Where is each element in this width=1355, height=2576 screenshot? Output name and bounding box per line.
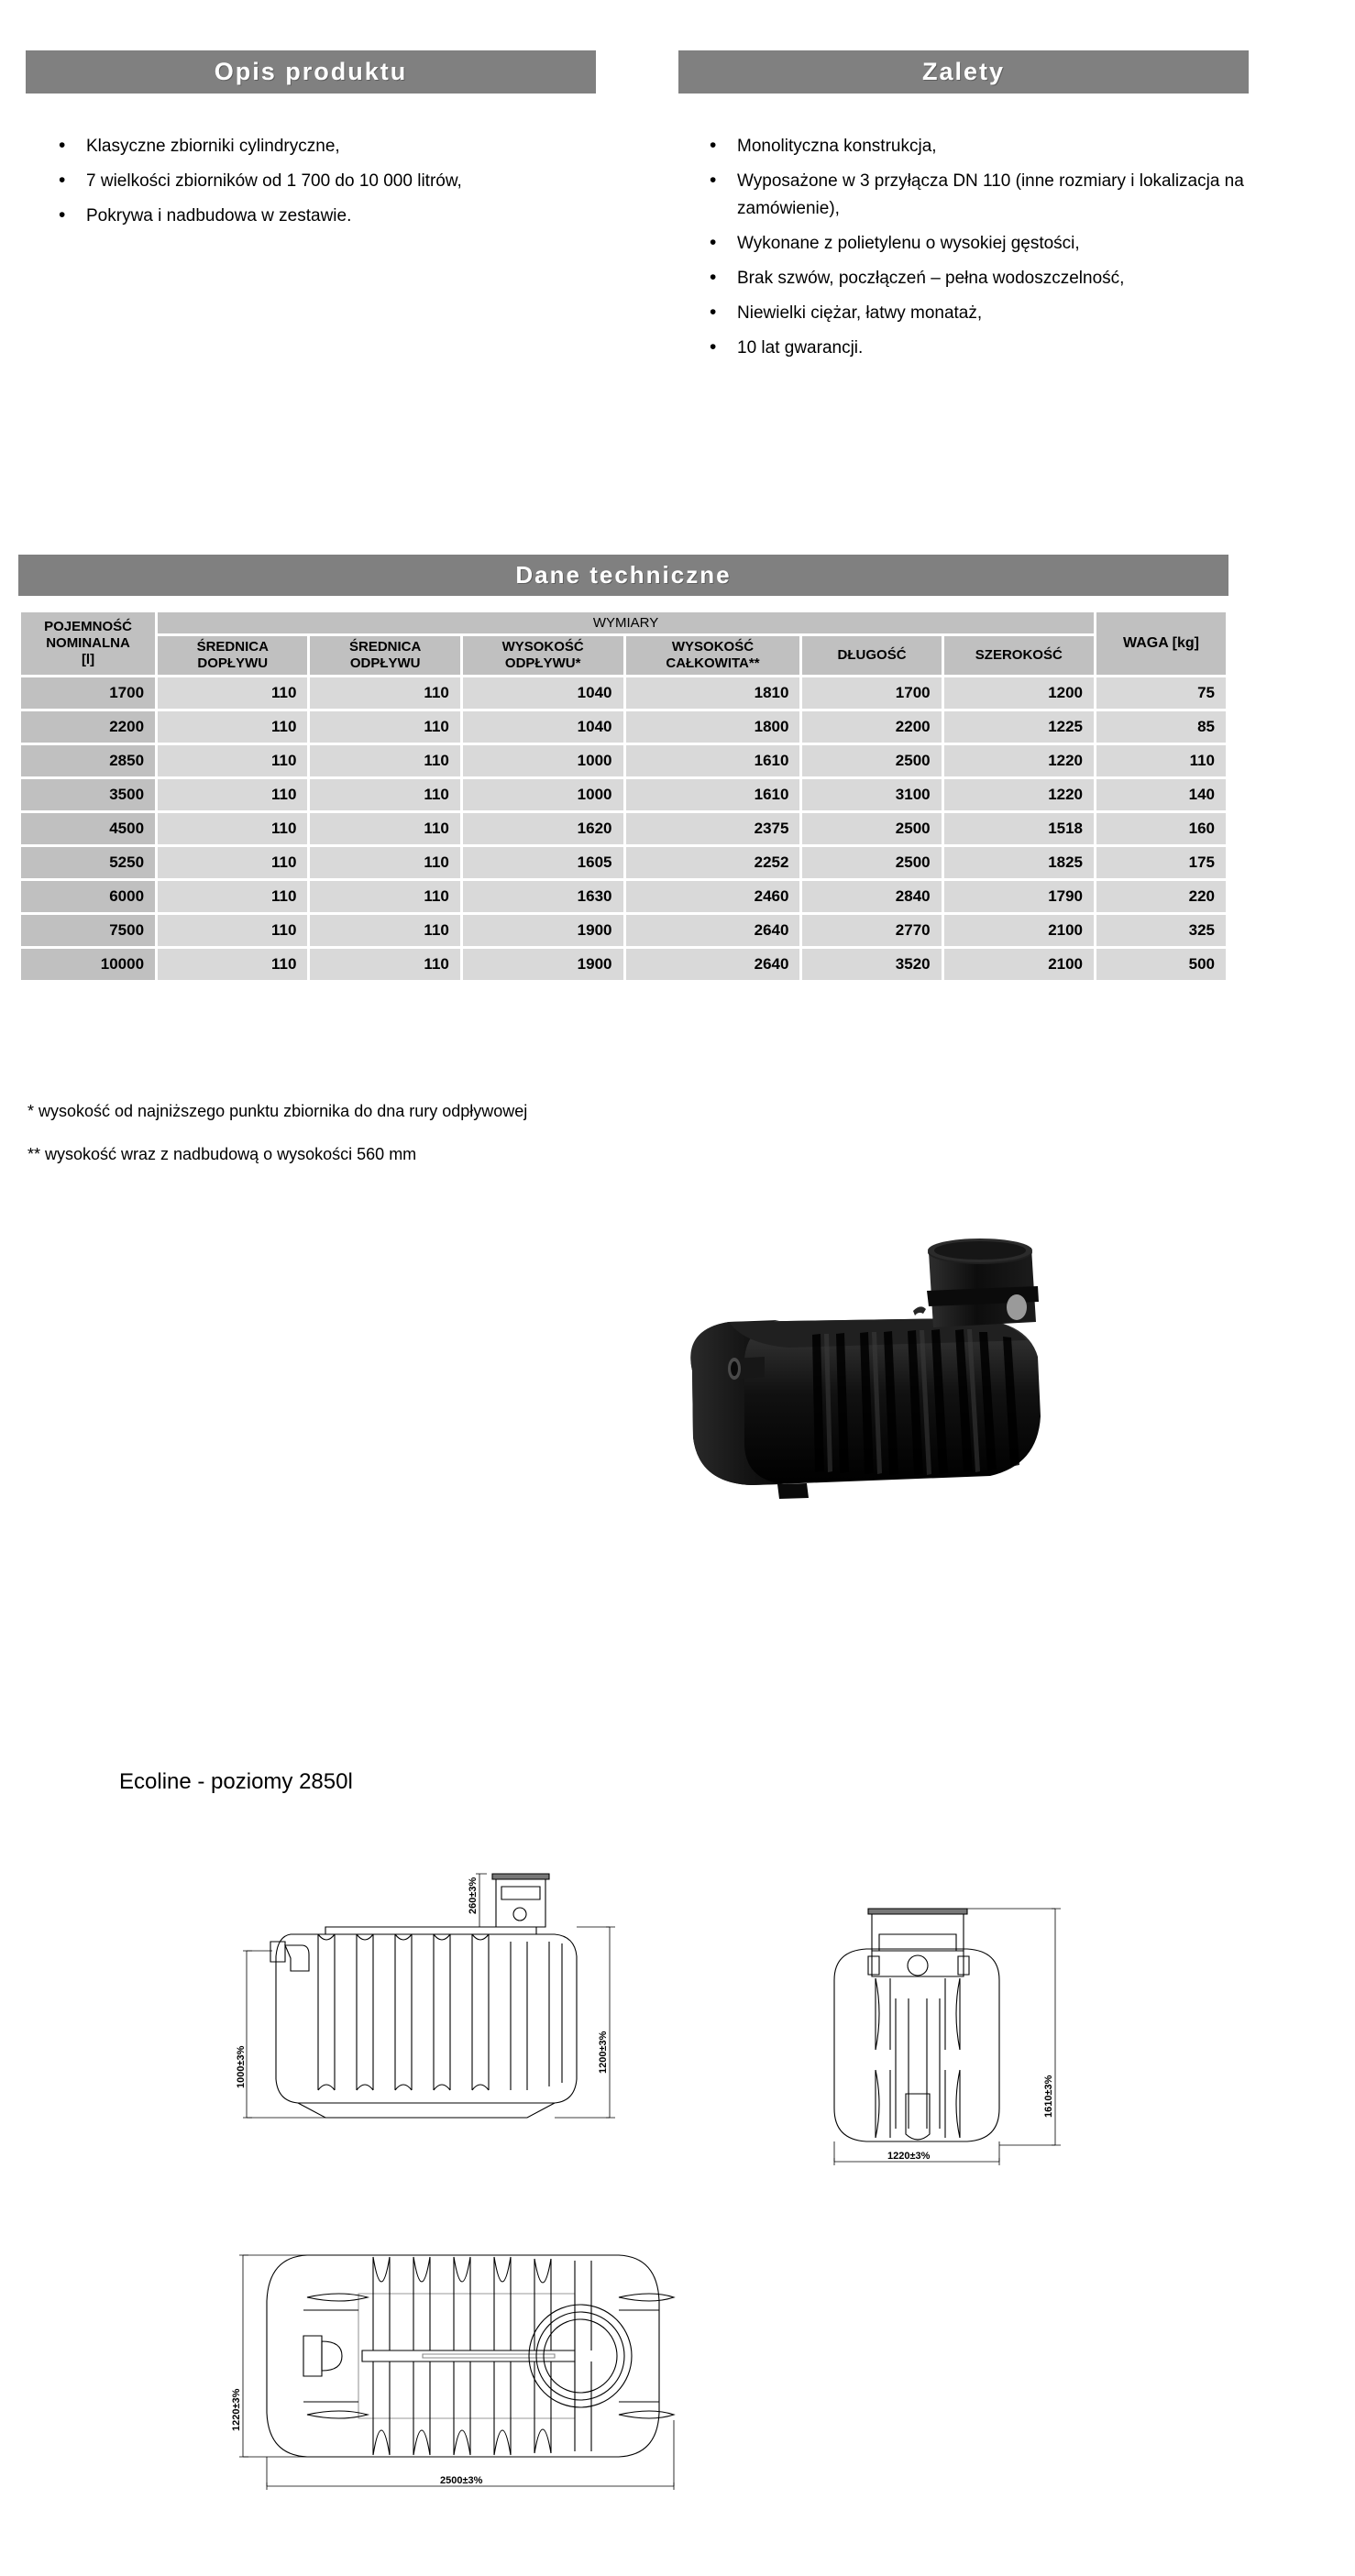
table-cell: 2500 [802,813,941,844]
table-cell: 2640 [626,949,800,980]
table-cell: 2500 [802,847,941,878]
drawings-caption: Ecoline - poziomy 2850l [119,1769,353,1794]
dim-label-outlet-height: 1000±3% [236,2045,247,2088]
table-cell-capacity: 10000 [21,949,155,980]
tank-lifting-lug [913,1306,926,1316]
table-cell: 1825 [944,847,1094,878]
table-cell: 110 [310,881,459,912]
col-header-line: [l] [81,652,95,667]
table-cell: 1000 [463,745,623,776]
section-header-zalety: Zalety [678,50,1249,94]
col-header-line: CAŁKOWITA** [666,655,760,671]
col-header-line: POJEMNOŚĆ [44,619,132,634]
table-cell: 1000 [463,779,623,810]
table-row [21,677,1226,709]
table-row [21,745,1226,776]
table-cell: 3100 [802,779,941,810]
table-cell: 1220 [944,745,1094,776]
table-cell: 2375 [626,813,800,844]
footnote-double-asterisk: ** wysokość wraz z nadbudową o wysokości 560 mm [28,1145,417,1163]
table-cell: 1610 [626,745,800,776]
table-cell: 500 [1096,949,1226,980]
table-cell: 3520 [802,949,941,980]
table-cell-capacity: 5250 [21,847,155,878]
col-header-line: NOMINALNA [46,635,130,651]
table-cell-capacity: 7500 [21,915,155,946]
technical-data-table [18,610,1228,983]
table-cell: 110 [158,745,307,776]
table-header-row-cols [21,636,1226,675]
col-header-line: ŚREDNICA [348,639,422,655]
table-header-row-group [21,612,1226,633]
table-cell: 220 [1096,881,1226,912]
dim-label-neck-height: 260±3% [468,1877,479,1914]
list-item: • Monolityczna konstrukcja, [697,133,1247,160]
table-cell: 1200 [944,677,1094,709]
table-cell: 1220 [944,779,1094,810]
table-cell: 2460 [626,881,800,912]
table-cell: 110 [158,915,307,946]
col-header-line: ŚREDNICA [196,639,269,655]
dim-label-top-length: 2500±3% [440,2475,483,2486]
col-header-srednica-odplywu [310,636,459,675]
table-row [21,949,1226,980]
table-cell: 2252 [626,847,800,878]
list-item: • Niewielki ciężar, łatwy monataż, [697,300,1247,327]
col-group-header-wymiary: WYMIARY [158,612,1094,633]
table-cell: 110 [310,711,459,743]
dim-label-top-width: 1220±3% [231,2388,242,2431]
table-cell: 160 [1096,813,1226,844]
table-cell: 1900 [463,915,623,946]
table-cell: 110 [158,779,307,810]
table-cell-capacity: 2850 [21,745,155,776]
product-photo-tank [642,1219,1091,1540]
list-item: • Brak szwów, poczłączeń – pełna wodoszczelność, [697,265,1247,292]
table-cell-capacity: 3500 [21,779,155,810]
table-cell: 110 [158,677,307,709]
table-cell: 1040 [463,677,623,709]
col-header-line: ODPŁYWU [349,655,421,671]
table-cell: 1800 [626,711,800,743]
col-header-line: WYSOKOŚĆ [501,639,584,655]
table-cell: 2200 [802,711,941,743]
table-cell: 110 [310,949,459,980]
table-cell: 1620 [463,813,623,844]
table-cell-capacity: 4500 [21,813,155,844]
table-cell: 110 [310,847,459,878]
section-header-dane-techniczne: Dane techniczne [18,555,1228,596]
table-cell: 1605 [463,847,623,878]
table-cell: 1790 [944,881,1094,912]
table-cell: 110 [158,949,307,980]
table-cell: 110 [158,881,307,912]
col-header-dlugosc: DŁUGOŚĆ [802,636,941,675]
table-cell: 85 [1096,711,1226,743]
table-row [21,779,1226,810]
table-cell-capacity: 6000 [21,881,155,912]
drawing-front-view [784,1843,1086,2173]
table-cell: 2500 [802,745,941,776]
col-header-line: ODPŁYWU* [504,655,581,671]
table-body [21,677,1226,980]
table-row [21,813,1226,844]
table-cell: 1630 [463,881,623,912]
table-cell: 110 [310,915,459,946]
table-cell: 2840 [802,881,941,912]
table-cell: 110 [158,711,307,743]
table-cell: 110 [158,847,307,878]
list-item: • Wykonane z polietylenu o wysokiej gęstości, [697,230,1247,258]
tank-base-foot [777,1483,809,1499]
drawing-side-view [234,1843,628,2154]
table-row [21,711,1226,743]
col-header-wysokosc-odplywu [463,636,623,675]
dim-label-total-height: 1610±3% [1043,2075,1054,2118]
table-cell: 2100 [944,915,1094,946]
table-cell-capacity: 1700 [21,677,155,709]
opis-produktu-bullet-list [46,133,559,237]
zalety-bullet-list [697,133,1247,369]
col-header-pojemnosc [21,612,155,675]
table-row [21,847,1226,878]
table-cell: 110 [310,745,459,776]
dim-label-front-width: 1220±3% [887,2151,931,2162]
col-header-waga: WAGA [kg] [1096,612,1226,675]
table-row [21,881,1226,912]
table-cell: 110 [310,779,459,810]
table-cell: 110 [158,813,307,844]
table-cell: 1610 [626,779,800,810]
table-cell-capacity: 2200 [21,711,155,743]
table-cell: 1900 [463,949,623,980]
dim-label-tank-height: 1200±3% [598,2031,609,2074]
table-cell: 140 [1096,779,1226,810]
list-item: • Wyposażone w 3 przyłącza DN 110 (inne rozmiary i lokalizacja na zamówienie), [697,168,1247,223]
table-cell: 110 [310,677,459,709]
list-item: • 10 lat gwarancji. [697,335,1247,362]
tank-side-port [1007,1294,1027,1320]
table-cell: 325 [1096,915,1226,946]
section-header-opis-produktu: Opis produktu [26,50,596,94]
col-header-wysokosc-calkowita [626,636,800,675]
table-cell: 2640 [626,915,800,946]
table-cell: 1040 [463,711,623,743]
col-header-szerokosc: SZEROKOŚĆ [944,636,1094,675]
col-header-srednica-doplywu [158,636,307,675]
col-header-line: DOPŁYWU [197,655,269,671]
col-header-line: WYSOKOŚĆ [671,639,755,655]
table-cell: 75 [1096,677,1226,709]
tank-inlet-pipe [728,1357,765,1380]
tank-ribs [812,1329,1019,1475]
table-cell: 1700 [802,677,941,709]
list-item: • Pokrywa i nadbudowa w zestawie. [46,203,559,230]
table-cell: 1810 [626,677,800,709]
table-cell: 2100 [944,949,1094,980]
table-head [21,612,1226,675]
table-cell: 175 [1096,847,1226,878]
table-cell: 110 [310,813,459,844]
table-cell: 2770 [802,915,941,946]
table-cell: 1518 [944,813,1094,844]
table-cell: 1225 [944,711,1094,743]
list-item: • Klasyczne zbiorniki cylindryczne, [46,133,559,160]
table-row [21,915,1226,946]
footnote-single-asterisk: * wysokość od najniższego punktu zbiornika do dna rury odpływowej [28,1102,528,1120]
table-cell: 110 [1096,745,1226,776]
list-item: • 7 wielkości zbiorników od 1 700 do 10 000 litrów, [46,168,559,195]
drawing-top-view [215,2218,701,2576]
